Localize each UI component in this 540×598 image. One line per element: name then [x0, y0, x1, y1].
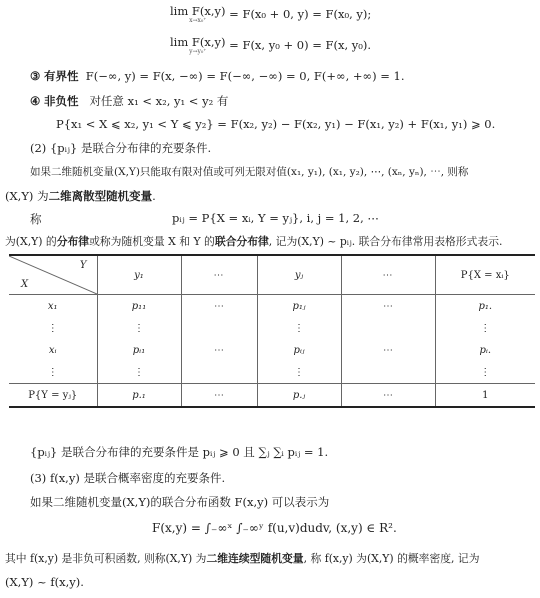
continuous-def-suffix: , 称 f(x,y) 为(X,Y) 的概率密度, 记为: [303, 552, 480, 565]
law-term-2: 联合分布律: [214, 235, 269, 248]
table-row: [9, 361, 535, 384]
property-3-number: ③: [30, 69, 41, 83]
joint-distribution-table: [9, 254, 535, 408]
table-cell: p.ⱼ: [257, 384, 341, 408]
discrete-def-term: 二维离散型随机变量: [48, 189, 153, 203]
corner-y-label: Y: [79, 260, 87, 271]
table-cell: ⋮: [97, 361, 181, 384]
discrete-definition-line-1: 如果二维随机变量(X,Y)只能取有限对值或可列无限对值(x₁, y₁), (x₁, y₂), ⋯, (xₙ, yₙ), ⋯, 则称: [30, 166, 469, 178]
integral-formula: F(x,y) = ∫₋∞ˣ ∫₋∞ʸ f(u,v)dudv, (x,y) ∈ R².: [152, 521, 397, 535]
header-cell: ⋯: [181, 255, 257, 295]
discrete-definition-line-2: [5, 188, 156, 204]
continuous-definition-line-2: (X,Y) ~ f(x,y).: [5, 575, 84, 589]
property-4-condition: 对任意 x₁ < x₂, y₁ < y₂ 有: [89, 94, 229, 108]
table-cell: p.₁: [97, 384, 181, 408]
table-cell: ⋮: [257, 317, 341, 339]
table-cell: pᵢⱼ: [257, 339, 341, 361]
row-label: ⋮: [9, 317, 97, 339]
table-cell: ⋯: [341, 339, 435, 361]
table-cell: ⋯: [181, 339, 257, 361]
table-cell: ⋯: [181, 384, 257, 408]
table-cell: ⋮: [435, 361, 535, 384]
table-cell: ⋯: [341, 384, 435, 408]
table-cell: pᵢ₁: [97, 339, 181, 361]
property-4-formula: P{x₁ < X ⩽ x₂, y₁ < Y ⩽ y₂} = F(x₂, y₂) − F(x₂, y₁) − F(x₁, y₂) + F(x₁, y₁) ⩾ 0.: [56, 117, 496, 131]
table-row: [9, 295, 535, 318]
row-label: P{Y = yⱼ}: [9, 384, 97, 408]
table-marginal-row: [9, 384, 535, 408]
table-cell: p₁ⱼ: [257, 295, 341, 318]
continuous-def-prefix: 其中 f(x,y) 是非负可积函数, 则称(X,Y) 为: [5, 552, 207, 565]
law-condition: {pᵢⱼ} 是联合分布律的充要条件是 pᵢⱼ ⩾ 0 且 ∑ⱼ ∑ᵢ pᵢⱼ = 1.: [30, 445, 329, 459]
table-cell: [181, 361, 257, 384]
item-2-heading: (2) {pᵢⱼ} 是联合分布律的充要条件.: [30, 141, 212, 155]
table-cell: p₁₁: [97, 295, 181, 318]
pij-formula: pᵢⱼ = P{X = xᵢ, Y = yⱼ}, i, j = 1, 2, ⋯: [172, 211, 379, 225]
header-cell: ⋯: [341, 255, 435, 295]
continuous-intro: 如果二维随机变量(X,Y)的联合分布函数 F(x,y) 可以表示为: [30, 495, 330, 509]
table-row: [9, 339, 535, 361]
law-middle: 或称为随机变量 X 和 Y 的: [89, 235, 215, 248]
cheng-label: 称: [30, 212, 42, 226]
limit-x-rhs: = F(x₀ + 0, y) = F(x₀, y);: [229, 6, 372, 21]
row-label: xᵢ: [9, 339, 97, 361]
table-cell: [341, 361, 435, 384]
limit-x-under: x→x₀⁺: [189, 16, 207, 24]
table-corner-cell: [9, 255, 97, 295]
property-4-title: 非负性: [43, 94, 79, 108]
table-cell: ⋯: [181, 295, 257, 318]
row-label: ⋮: [9, 361, 97, 384]
discrete-def-suffix: .: [152, 189, 156, 203]
limit-y-lhs: lim F(x,y): [170, 35, 226, 49]
table-cell: ⋮: [435, 317, 535, 339]
limit-x-operator: [170, 6, 226, 24]
table-header-row: [9, 255, 535, 295]
limit-y-under: y→y₀⁺: [189, 47, 207, 55]
table-cell: [341, 317, 435, 339]
limit-y-line: [170, 37, 371, 55]
header-cell: y₁: [97, 255, 181, 295]
header-cell: P{X = xᵢ}: [435, 255, 535, 295]
table-cell: 1: [435, 384, 535, 408]
law-prefix: 为(X,Y) 的: [5, 235, 57, 248]
distribution-law-sentence: [5, 234, 502, 249]
table-cell: ⋮: [257, 361, 341, 384]
property-nonnegativity: [30, 93, 228, 109]
property-boundedness: [30, 68, 405, 84]
law-suffix: , 记为(X,Y) ~ pᵢⱼ. 联合分布律常用表格形式表示.: [268, 235, 503, 248]
table-cell: ⋮: [97, 317, 181, 339]
limit-x-lhs: lim F(x,y): [170, 4, 226, 18]
limit-y-rhs: = F(x, y₀ + 0) = F(x, y₀).: [229, 37, 372, 52]
header-cell: yⱼ: [257, 255, 341, 295]
table-cell: [181, 317, 257, 339]
law-term-1: 分布律: [56, 235, 90, 248]
continuous-definition-line-1: [5, 551, 480, 566]
property-4-number: ④: [30, 94, 41, 108]
table-cell: ⋯: [341, 295, 435, 318]
table-row: [9, 317, 535, 339]
limit-y-operator: [170, 37, 226, 55]
property-3-title: 有界性: [43, 69, 79, 83]
discrete-def-prefix: (X,Y) 为: [5, 189, 49, 203]
table-cell: pᵢ.: [435, 339, 535, 361]
table-cell: p₁.: [435, 295, 535, 318]
property-3-formula: F(−∞, y) = F(x, −∞) = F(−∞, −∞) = 0, F(+∞, +∞) = 1.: [85, 69, 405, 83]
continuous-def-term: 二维连续型随机变量: [206, 552, 304, 565]
limit-x-line: [170, 6, 371, 24]
corner-x-label: X: [21, 279, 29, 290]
item-3-heading: (3) f(x,y) 是联合概率密度的充要条件.: [30, 471, 226, 485]
row-label: x₁: [9, 295, 97, 318]
